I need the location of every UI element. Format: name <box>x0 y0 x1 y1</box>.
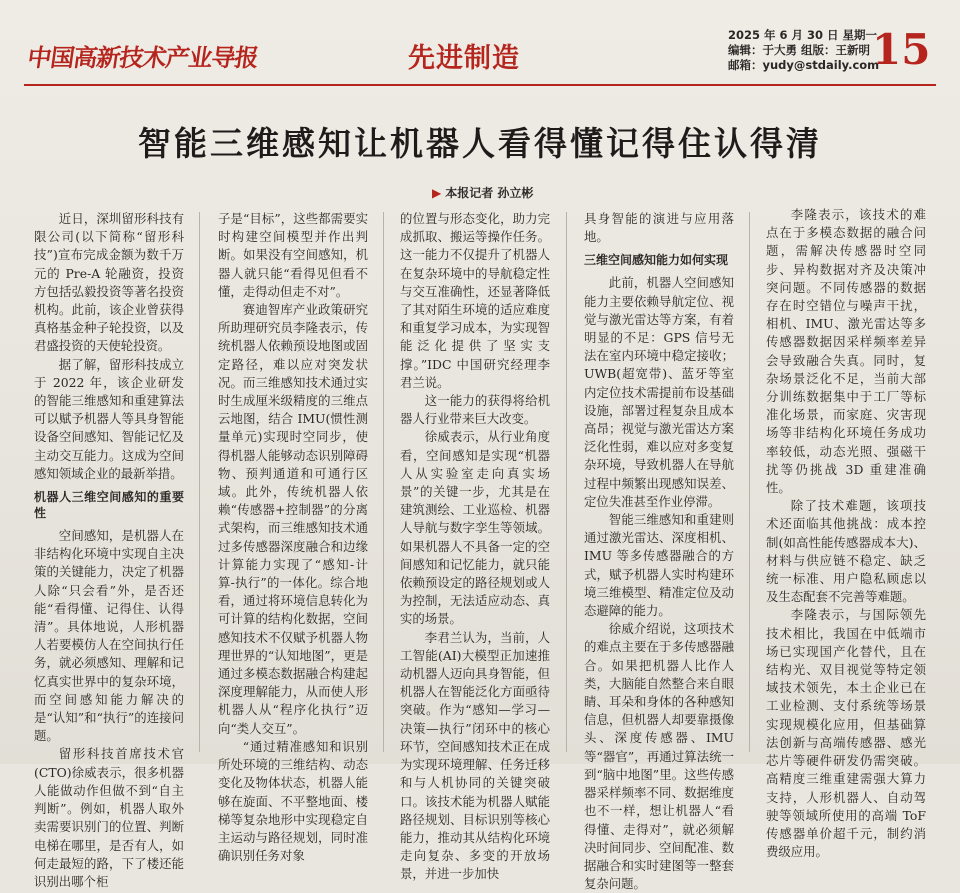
paragraph: 具身智能的演进与应用落地。 <box>584 211 734 245</box>
column-divider <box>566 212 567 752</box>
masthead <box>0 0 960 90</box>
paragraph: 李君兰认为，当前，人工智能(AI)大模型正加速推动机器人迈向具身智能，但机器人在智能泛化方面亟待突破。作为“感知—学习—决策—执行”闭环中的核心环节，空间感知技术正在成为实现环境理解、任务迁移和与人机协同的关键突破口。该技术能为机器人赋能路径规划、目标识别等核心能力，推动其从结构化环境走向复杂、多变的开放场景，并进一步加快 <box>400 629 550 882</box>
paragraph: 李隆表示，与国际领先技术相比，我国在中低端市场已实现国产化替代，且在结构光、双目视觉等特定领域技术领先，本土企业已在工业检测、支付系统等场景实现规模化应用，但基础算法创新与高端传感器、感光芯片等硬件研发仍需突破。高精度三维重建需强大算力支持，人形机器人、自动驾驶等领域所使用的高端 ToF 传感器单价超千元，制约消费级应用。 <box>766 607 926 860</box>
newspaper-logo: 中国高新技术产业导报 <box>25 43 260 72</box>
editors-line: 编辑：于大勇 组版：王新明 <box>728 43 871 57</box>
paragraph: 据了解，留形科技成立于 2022 年，该企业研发的智能三维感知和重建算法可以赋予机器人等具身智能设备空间感知、智能记忆及主动交互能力。这成为空间感知领域企业的最新举措。 <box>34 356 184 481</box>
paragraph: 除了技术难题，该项技术还面临其他挑战：成本控制(如高性能传感器成本大)、材料与供应链不稳定、缺乏统一标准、用户隐私顾虑以及生态配套不完善等难题。 <box>766 498 926 605</box>
paragraph: 空间感知，是机器人在非结构化环境中实现自主决策的关键能力，决定了机器人除“只会看”外，是否还能“看得懂、记得住、认得清”。具体地说，人形机器人若要模仿人在空间执行任务，就必须感知、理解和记忆真实世界中的复杂环境，而空间感知能力解决的是“认知”和“执行”的连接问题。 <box>34 528 184 744</box>
paragraph: 这一能力的获得将给机器人行业带来巨大改变。 <box>400 393 550 427</box>
issue-date: 2025 年 6 月 30 日 星期一 <box>728 28 878 42</box>
paragraph: 李隆表示，该技术的难点在于多模态数据的融合问题，需解决传感器时空同步、异构数据对齐及决策冲突问题。不同传感器的数据存在时空错位与噪声干扰，相机、IMU、激光雷达等多传感器数据因采样频率差异会导致融合失真。同时，复杂场景泛化不足，当前大部分训练数据集中于工厂等标准化场景，而家庭、灾害现场等非结构化环境任务成功率较低，动态光照、强磁干扰等仍挑战 3D 重建准确性。 <box>766 207 926 496</box>
paragraph: 徐威表示，从行业角度看，空间感知是实现“机器人从实验室走向真实场景”的关键一步，尤其是在建筑测绘、工业巡检、机器人导航与数字孪生等领域。如果机器人不具备一定的空间感知和记忆能力，就只能依赖预设定的路径规划或人为控制，无法适应动态、真实的场景。 <box>400 429 550 627</box>
masthead-divider <box>24 84 936 86</box>
subheading: 三维空间感知能力如何实现 <box>584 253 729 268</box>
byline-text: 本报记者 孙立彬 <box>445 186 534 200</box>
article-column-4 <box>584 210 734 892</box>
paragraph: 留形科技首席技术官(CTO)徐威表示，很多机器人能做动作但做不到“自主判断”。例如，机器人取外卖需要识别门的位置、判断电梯在哪里，是否有人，如何走最短的路，下了楼还能识别出哪个柜 <box>34 746 184 889</box>
article-column-1 <box>34 210 184 889</box>
paragraph: 智能三维感知和重建则通过激光雷达、深度相机、IMU 等多传感器融合的方式，赋予机器人实时构建环境三维模型、精准定位及动态避障的能力。 <box>584 512 734 619</box>
paragraph: 近日，深圳留形科技有限公司(以下简称“留形科技”)宣布完成金额为数千万元的 Pre-A 轮融资，投资方包括弘毅投资等著名投资机构。此前，该企业曾获得真格基金种子轮投资，以及君盛投资的天使轮投资。 <box>34 211 184 354</box>
paragraph: 徐威介绍说，这项技术的难点主要在于多传感器融合。如果把机器人比作人类，大脑能自然整合来自眼睛、耳朵和身体的各种感知信息，但机器人却要靠摄像头、深度传感器、IMU 等“器官”，再通过算法统一到“脑中地图”里。这些传感器采样频率不同、数据维度也不一样，想让机器人“看得懂、走得对”，就必须解决时间同步、空间配准、数据融合和实时建图等一整套复杂问题。 <box>584 621 734 892</box>
column-divider <box>199 212 200 752</box>
article-column-2 <box>218 210 368 864</box>
triangle-icon: ▶ <box>432 186 442 200</box>
article-byline <box>432 184 533 201</box>
column-divider <box>749 212 750 752</box>
paragraph: “通过精准感知和识别所处环境的三维结构、动态变化及物体状态，机器人能够在旋面、不平整地面、楼梯等复杂地形中实现稳定自主运动与路径规划，同时准确识别任务对象 <box>218 738 368 864</box>
article-column-3 <box>400 210 550 882</box>
subheading: 机器人三维空间感知的重要性 <box>34 490 184 521</box>
paragraph: 子是“目标”，这些都需要实时构建空间模型并作出判断。如果没有空间感知，机器人就只能“看得见但看不懂，走得动但走不对”。 <box>218 211 368 299</box>
paragraph: 赛迪智库产业政策研究所助理研究员李隆表示，传统机器人依赖预设地图或固定路径，难以应对突发状况。而三维感知技术通过实时生成厘米级精度的三维点云地图，结合 IMU(惯性测量单元)实现时空同步，使得机器人能够动态识别障碍物、预判通道和可通行区域。此外，传统机器人依赖“传感器+控制器”的分离式架构，而三维感知技术通过多传感器深度融合和边缘计算能力实现了“感知-计算-执行”的一体化。综合地看，通过将环境信息转化为可计算的结构化数据，空间感知技术不仅赋予机器人物理世界的“认知地图”，更是通过多模态数据融合构建起深度理解能力，从而使人形机器人从“程序化执行”迈向“类人交互”。 <box>218 302 368 736</box>
article-column-5 <box>766 206 926 860</box>
paragraph: 此前，机器人空间感知能力主要依赖导航定位、视觉与激光雷达等方案，有着明显的不足：GPS 信号无法在室内环境中稳定接收；UWB(超宽带)、蓝牙等室内定位技术需提前布设基础设施，部署过程复杂且成本高昂；视觉与激光雷达方案泛化性弱，难以应对多变复杂环境，导致机器人在导航过程中频繁出现感知误差、定位失准甚至作业停滞。 <box>584 275 734 509</box>
column-divider <box>383 212 384 752</box>
article-headline: 智能三维感知让机器人看得懂记得住认得清 <box>138 124 822 163</box>
issue-meta <box>728 28 879 73</box>
section-title: 先进制造 <box>408 43 520 74</box>
paragraph: 的位置与形态变化，助力完成抓取、搬运等操作任务。这一能力不仅提升了机器人在复杂环境中的导航稳定性与交互准确性，还显著降低了其对陌生环境的适应难度和重复学习成本，为实现智能泛化提供了坚实支撑。”IDC 中国研究经理李君兰说。 <box>400 211 550 390</box>
email-line: 邮箱：yudy@stdaily.com <box>728 58 880 72</box>
page-number: 15 <box>872 25 931 74</box>
